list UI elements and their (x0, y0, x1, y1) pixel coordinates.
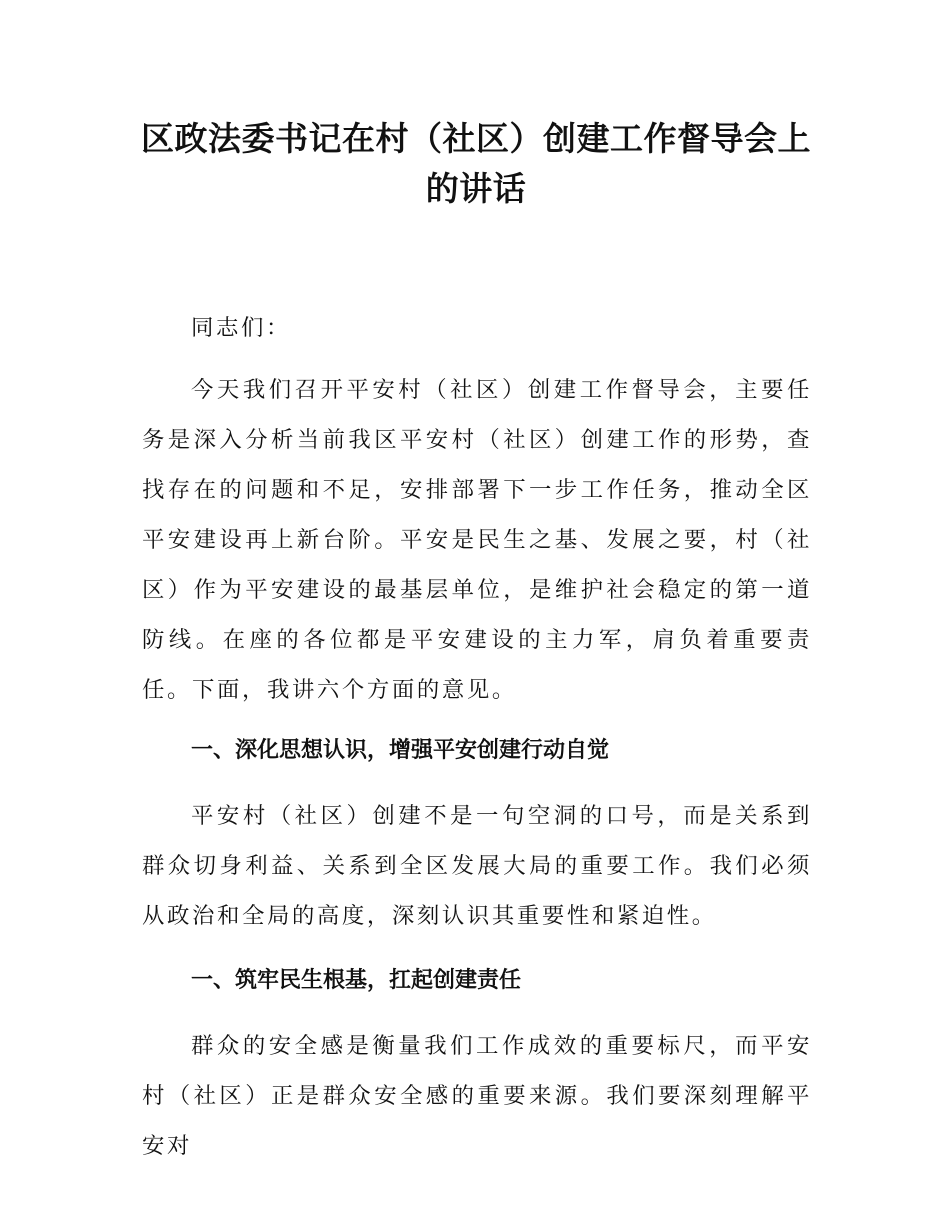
paragraph-section-1: 平安村（社区）创建不是一句空洞的口号，而是关系到群众切身利益、关系到全区发展大局的重要工作。我们必须从政治和全局的高度，深刻认识其重要性和紧迫性。 (142, 803, 812, 929)
paragraph-section-2: 群众的安全感是衡量我们工作成效的重要标尺，而平安村（社区）正是群众安全感的重要来源。我们要深刻理解平安对 (142, 1033, 812, 1159)
paragraph-intro: 今天我们召开平安村（社区）创建工作督导会，主要任务是深入分析当前我区平安村（社区）创建工作的形势，查找存在的问题和不足，安排部署下一步工作任务，推动全区平安建设再上新台阶。平安是民生之基、发展之要，村（社区）作为平安建设的最基层单位，是维护社会稳定的第一道防线。在座的各位都是平安建设的主力军，肩负着重要责任。下面，我讲六个方面的意见。 (142, 377, 812, 703)
section-heading-2: 一、筑牢民生根基，扛起创建责任 (191, 968, 522, 993)
salutation: 同志们： (191, 315, 291, 341)
section-heading-1: 一、深化思想认识，增强平安创建行动自觉 (191, 738, 610, 763)
document-title: 区政法委书记在村（社区）创建工作督导会上的讲话 (141, 119, 811, 208)
